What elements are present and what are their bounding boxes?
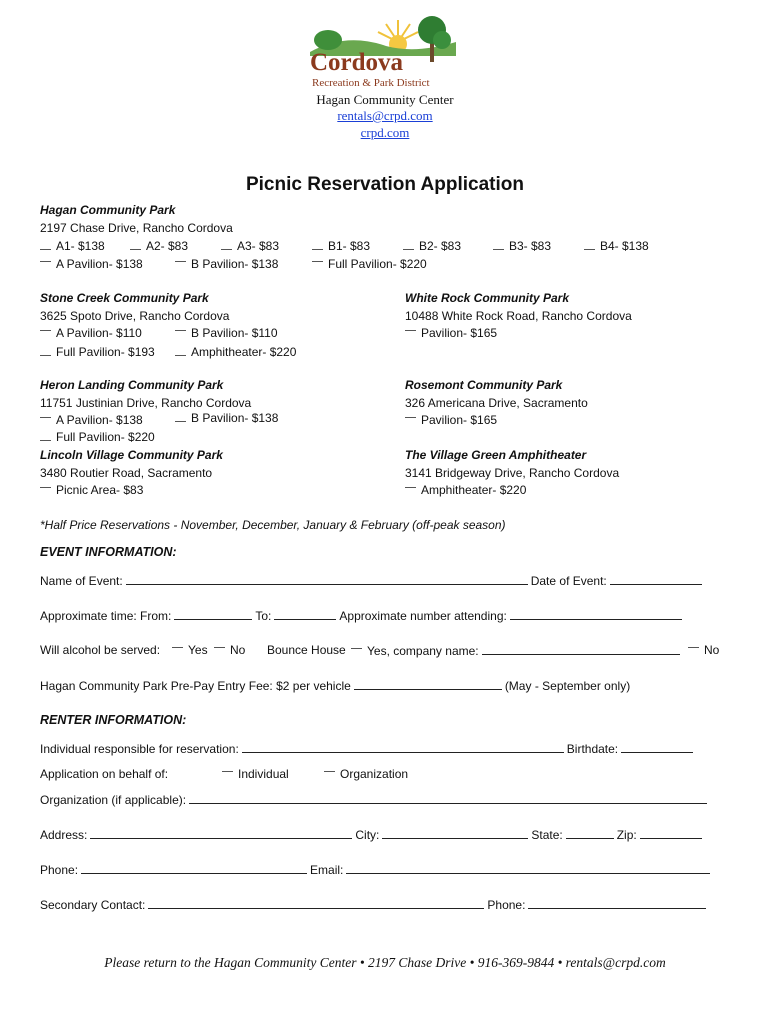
event-section-title: EVENT INFORMATION: <box>40 545 177 559</box>
option-hagan-b1[interactable]: B1- $83 <box>312 239 370 253</box>
city-label: City: <box>355 828 380 842</box>
park-name-hagan: Hagan Community Park <box>40 203 176 217</box>
checkbox[interactable] <box>40 433 51 441</box>
logo-wordmark: Cordova <box>310 49 404 76</box>
time-to-input[interactable] <box>274 608 336 620</box>
option-rosemont-pavilion[interactable]: Pavilion- $165 <box>405 413 497 427</box>
park-address-white-rock: 10488 White Rock Road, Rancho Cordova <box>405 309 632 323</box>
park-address-rosemont: 326 Americana Drive, Sacramento <box>405 396 588 410</box>
option-heron-a-pavilion[interactable]: A Pavilion- $138 <box>40 413 143 427</box>
checkbox[interactable] <box>405 417 416 425</box>
zip-input[interactable] <box>640 827 702 839</box>
secondary-phone-label: Phone: <box>487 898 526 912</box>
website-link[interactable]: crpd.com <box>360 125 410 140</box>
behalf-organization-option[interactable]: Organization <box>324 767 408 781</box>
responsible-row <box>40 741 693 756</box>
secondary-row <box>40 897 706 912</box>
event-date-label: Date of Event: <box>530 574 607 588</box>
park-name-village-green: The Village Green Amphitheater <box>405 448 587 462</box>
logo-subtitle: Recreation & Park District <box>312 77 430 89</box>
checkbox[interactable] <box>584 242 595 250</box>
option-hagan-a1[interactable]: A1- $138 <box>40 239 105 253</box>
secondary-label: Secondary Contact: <box>40 898 146 912</box>
alcohol-yes-option[interactable]: Yes <box>172 643 208 657</box>
option-hagan-a2[interactable]: A2- $83 <box>130 239 188 253</box>
event-name-label: Name of Event: <box>40 574 123 588</box>
option-hagan-b4[interactable]: B4- $138 <box>584 239 649 253</box>
org-input[interactable] <box>189 792 707 804</box>
checkbox[interactable] <box>493 242 504 250</box>
park-name-stone-creek: Stone Creek Community Park <box>40 291 209 305</box>
time-from-input[interactable] <box>174 608 252 620</box>
option-heron-full-pavilion[interactable]: Full Pavilion- $220 <box>40 430 155 444</box>
birthdate-label: Birthdate: <box>566 742 619 756</box>
checkbox[interactable] <box>40 417 51 425</box>
prepay-note: (May - September only) <box>504 679 631 693</box>
prepay-row <box>40 678 630 693</box>
alcohol-no-option[interactable]: No <box>214 643 245 657</box>
bounce-house-label: Bounce House <box>267 643 346 657</box>
option-hagan-a3[interactable]: A3- $83 <box>221 239 279 253</box>
park-name-white-rock: White Rock Community Park <box>405 291 570 305</box>
checkbox[interactable] <box>40 330 51 338</box>
checkbox[interactable] <box>175 330 186 338</box>
option-stone-creek-amphitheater[interactable]: Amphitheater- $220 <box>175 345 296 359</box>
bounce-company-input[interactable] <box>482 643 680 655</box>
behalf-individual-option[interactable]: Individual <box>222 767 289 781</box>
option-village-green-amphitheater[interactable]: Amphitheater- $220 <box>405 483 526 497</box>
bounce-yes-option[interactable]: Yes, company name: <box>351 643 683 658</box>
event-date-input[interactable] <box>610 573 702 585</box>
checkbox[interactable] <box>405 330 416 338</box>
checkbox[interactable] <box>40 261 51 269</box>
option-hagan-full-pavilion[interactable]: Full Pavilion- $220 <box>312 257 427 271</box>
park-name-lincoln: Lincoln Village Community Park <box>40 448 223 462</box>
checkbox[interactable] <box>222 771 233 779</box>
checkbox[interactable] <box>221 242 232 250</box>
org-label: Organization (if applicable): <box>40 793 187 807</box>
event-name-row <box>40 573 702 588</box>
attending-input[interactable] <box>510 608 682 620</box>
phone-label: Phone: <box>40 863 79 877</box>
renter-section-title: RENTER INFORMATION: <box>40 713 187 727</box>
email-input[interactable] <box>346 862 710 874</box>
checkbox[interactable] <box>172 647 183 655</box>
state-label: State: <box>531 828 563 842</box>
prepay-label: Hagan Community Park Pre-Pay Entry Fee: $2 per vehicle <box>40 679 351 693</box>
park-name-rosemont: Rosemont Community Park <box>405 378 563 392</box>
half-price-note: *Half Price Reservations - November, December, January & February (off-peak season) <box>40 518 506 532</box>
alcohol-label: Will alcohol be served: <box>40 643 161 657</box>
phone-row <box>40 862 710 877</box>
footer-return-info: Please return to the Hagan Community Center • 2197 Chase Drive • 916-369-9844 • rentals@crpd.com <box>104 955 666 970</box>
option-hagan-b3[interactable]: B3- $83 <box>493 239 551 253</box>
option-hagan-b-pavilion[interactable]: B Pavilion- $138 <box>175 257 278 271</box>
page-title: Picnic Reservation Application <box>245 174 525 195</box>
secondary-phone-input[interactable] <box>528 897 706 909</box>
checkbox[interactable] <box>688 647 699 655</box>
option-heron-b-pavilion[interactable]: B Pavilion- $138 <box>175 411 278 425</box>
checkbox[interactable] <box>312 242 323 250</box>
checkbox[interactable] <box>40 348 51 356</box>
prepay-input[interactable] <box>354 678 502 690</box>
secondary-input[interactable] <box>148 897 484 909</box>
state-input[interactable] <box>566 827 614 839</box>
checkbox[interactable] <box>403 242 414 250</box>
option-hagan-b2[interactable]: B2- $83 <box>403 239 461 253</box>
responsible-input[interactable] <box>242 741 564 753</box>
address-input[interactable] <box>90 827 352 839</box>
option-stone-creek-b-pavilion[interactable]: B Pavilion- $110 <box>175 326 278 340</box>
checkbox[interactable] <box>405 487 416 495</box>
checkbox[interactable] <box>40 242 51 250</box>
checkbox[interactable] <box>214 647 225 655</box>
event-name-input[interactable] <box>126 573 528 585</box>
checkbox[interactable] <box>130 242 141 250</box>
park-address-heron: 11751 Justinian Drive, Rancho Cordova <box>40 396 252 410</box>
org-row <box>40 792 707 807</box>
behalf-label: Application on behalf of: <box>40 767 169 781</box>
address-label: Address: <box>40 828 88 842</box>
checkbox[interactable] <box>175 414 186 422</box>
email-link[interactable]: rentals@crpd.com <box>337 108 433 123</box>
checkbox[interactable] <box>175 348 186 356</box>
park-address-village-green: 3141 Bridgeway Drive, Rancho Cordova <box>405 466 620 480</box>
option-stone-creek-a-pavilion[interactable]: A Pavilion- $110 <box>40 326 142 340</box>
park-address-stone-creek: 3625 Spoto Drive, Rancho Cordova <box>40 309 230 323</box>
checkbox[interactable] <box>324 771 335 779</box>
park-address-lincoln: 3480 Routier Road, Sacramento <box>40 466 213 480</box>
option-stone-creek-full-pavilion[interactable]: Full Pavilion- $193 <box>40 345 155 359</box>
checkbox[interactable] <box>175 261 186 269</box>
zip-label: Zip: <box>616 828 637 842</box>
attending-label: Approximate number attending: <box>339 609 507 623</box>
phone-input[interactable] <box>81 862 307 874</box>
park-name-heron: Heron Landing Community Park <box>40 378 224 392</box>
address-row <box>40 827 702 842</box>
cordova-logo <box>306 8 466 90</box>
checkbox[interactable] <box>40 487 51 495</box>
center-name: Hagan Community Center <box>316 92 454 107</box>
birthdate-input[interactable] <box>621 741 693 753</box>
option-lincoln-picnic-area[interactable]: Picnic Area- $83 <box>40 483 143 497</box>
option-white-rock-pavilion[interactable]: Pavilion- $165 <box>405 326 497 340</box>
checkbox[interactable] <box>312 261 323 269</box>
checkbox[interactable] <box>351 648 362 656</box>
park-address-hagan: 2197 Chase Drive, Rancho Cordova <box>40 221 233 235</box>
event-time-row <box>40 608 682 623</box>
city-input[interactable] <box>382 827 528 839</box>
responsible-label: Individual responsible for reservation: <box>40 742 239 756</box>
time-to-label: To: <box>255 609 272 623</box>
bounce-no-option[interactable]: No <box>688 643 719 657</box>
email-label: Email: <box>310 863 344 877</box>
time-from-label: Approximate time: From: <box>40 609 172 623</box>
option-hagan-a-pavilion[interactable]: A Pavilion- $138 <box>40 257 143 271</box>
